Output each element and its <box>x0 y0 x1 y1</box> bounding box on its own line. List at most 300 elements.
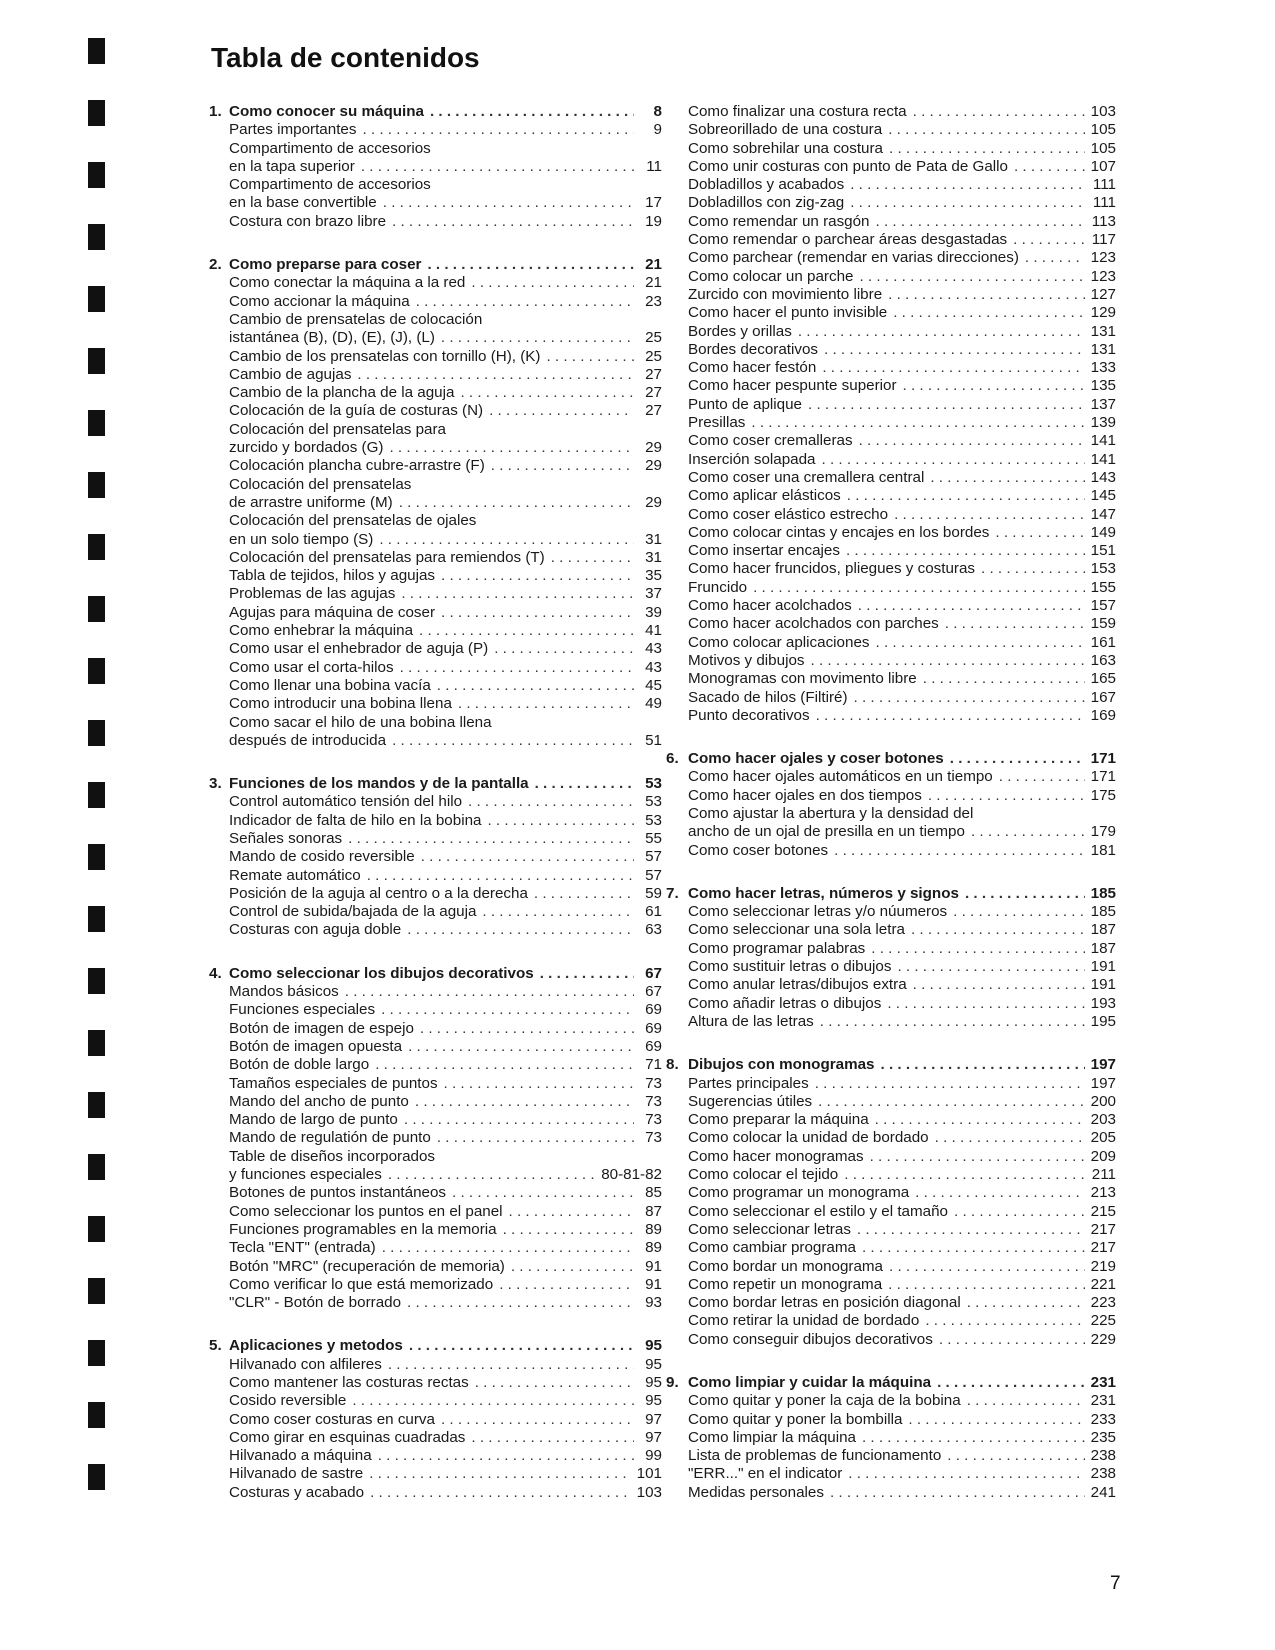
section-gap <box>209 940 662 965</box>
binding-hole-mark <box>88 1464 105 1490</box>
entry-page-number: 21 <box>645 274 662 292</box>
toc-entry <box>209 793 662 811</box>
toc-entry <box>688 787 1116 805</box>
toc-section <box>666 750 1116 860</box>
binding-hole-mark <box>88 162 105 188</box>
toc-entry <box>209 1294 662 1312</box>
toc-entry <box>688 359 1116 377</box>
section-page-number: 53 <box>645 775 662 793</box>
toc-entry <box>688 823 1116 841</box>
toc-entry <box>209 1184 662 1202</box>
section-title: Funciones de los mandos y de la pantalla <box>229 775 529 793</box>
entry-text: Mandos básicos <box>229 983 339 1001</box>
entry-text: en la base convertible <box>229 194 377 212</box>
entry-page-number: 41 <box>645 622 662 640</box>
entry-text: Colocación del prensatelas para remiendos (T) <box>229 548 545 566</box>
section-page-number: 67 <box>645 964 662 982</box>
entry-page-number: 95 <box>645 1392 662 1410</box>
entry-page-number: 17 <box>645 194 662 212</box>
dot-leader <box>361 158 634 176</box>
binding-hole-mark <box>88 720 105 746</box>
dot-leader <box>383 194 634 212</box>
section-gap <box>209 750 662 775</box>
entry-text: Tamaños especiales de puntos <box>229 1074 438 1092</box>
toc-entry <box>688 1312 1116 1330</box>
dot-leader <box>897 958 1084 976</box>
dot-leader <box>859 432 1085 450</box>
dot-leader <box>999 768 1085 786</box>
entry-text: Mando de regulatión de punto <box>229 1129 431 1147</box>
entry-text: y funciones especiales <box>229 1166 382 1184</box>
toc-entry <box>688 194 1116 212</box>
toc-entry <box>209 830 662 848</box>
entry-text: Mando del ancho de punto <box>229 1092 409 1110</box>
entry-text: zurcido y bordados (G) <box>229 439 384 457</box>
dot-leader <box>751 414 1084 432</box>
entry-page-number: 111 <box>1092 194 1116 212</box>
entry-page-number: 185 <box>1090 903 1116 921</box>
entry-text: Como coser costuras en curva <box>229 1410 435 1428</box>
section-title: Como limpiar y cuidar la máquina <box>688 1374 932 1391</box>
entry-page-number: 193 <box>1090 994 1116 1012</box>
dot-leader <box>375 1056 634 1074</box>
entry-text: después de introducida <box>229 731 387 749</box>
entry-page-number: 27 <box>645 402 662 420</box>
entry-text: Como hacer acolchados con parches <box>688 615 939 633</box>
entry-text: Colocación del prensatelas para <box>229 420 446 438</box>
dot-leader <box>441 329 634 347</box>
toc-entry <box>209 531 662 549</box>
toc-entry <box>688 249 1116 267</box>
toc-entry <box>688 1465 1116 1483</box>
toc-entry <box>209 366 662 384</box>
entry-text: Como accionar la máquina <box>229 292 410 310</box>
section-gap <box>209 1312 662 1337</box>
entry-text: Como colocar la unidad de bordado <box>688 1129 929 1147</box>
dot-leader <box>535 775 634 793</box>
entry-page-number: 25 <box>645 347 662 365</box>
entry-text: Remate automático <box>229 866 361 884</box>
toc-entry <box>209 1020 662 1038</box>
entry-page-number: 73 <box>645 1092 662 1110</box>
entry-text: Table de diseños incorporados <box>229 1147 436 1165</box>
entry-text: Costura con brazo libre <box>229 212 387 230</box>
entry-text: Control de subida/bajada de la aguja <box>229 903 477 921</box>
dot-leader <box>967 1294 1085 1312</box>
dot-leader <box>437 1129 634 1147</box>
entry-page-number: 157 <box>1090 597 1116 615</box>
toc-entry <box>209 885 662 903</box>
binding-hole-mark <box>88 410 105 436</box>
entry-text: Como quitar y poner la bombilla <box>688 1410 903 1428</box>
dot-leader <box>930 469 1084 487</box>
toc-entry <box>688 487 1116 505</box>
toc-entry <box>688 323 1116 341</box>
entry-page-number: 71 <box>645 1056 662 1074</box>
entry-text: Como programar un monograma <box>688 1184 910 1202</box>
entry-page-number: 187 <box>1090 921 1116 939</box>
section-heading <box>666 1374 1116 1392</box>
entry-page-number: 103 <box>1090 103 1116 120</box>
toc-entry <box>688 1258 1116 1276</box>
entry-text: Como colocar el tejido <box>688 1166 839 1184</box>
toc-entry <box>209 585 662 603</box>
dot-leader <box>468 793 634 811</box>
entry-text: Inserción solapada <box>688 450 816 468</box>
toc-entry <box>688 1013 1116 1031</box>
dot-leader <box>945 615 1085 633</box>
toc-entry <box>209 1111 662 1129</box>
entry-text: Como hacer acolchados <box>688 597 852 615</box>
dot-leader <box>971 823 1085 841</box>
entry-text: Botón de doble largo <box>229 1056 370 1074</box>
toc-entry <box>688 1276 1116 1294</box>
entry-page-number: 80-81-82 <box>601 1166 662 1184</box>
entry-page-number: 63 <box>645 921 662 939</box>
entry-text: Como limpiar la máquina <box>688 1428 856 1446</box>
entry-page-number: 155 <box>1090 578 1116 596</box>
entry-page-number: 61 <box>645 903 662 921</box>
entry-text: Costuras y acabado <box>229 1483 365 1501</box>
section-page-number: 231 <box>1090 1374 1116 1391</box>
entry-text: Funciones programables en la memoria <box>229 1220 497 1238</box>
entry-page-number: 229 <box>1090 1330 1116 1348</box>
entry-page-number: 171 <box>1090 768 1116 786</box>
toc-entry <box>209 695 662 713</box>
dot-leader <box>854 689 1085 707</box>
toc-entry <box>209 1258 662 1276</box>
dot-leader <box>1014 158 1085 176</box>
dot-leader <box>400 659 634 677</box>
entry-text: Colocación del prensatelas de ojales <box>229 512 477 530</box>
entry-text: Como coser cremalleras <box>688 432 853 450</box>
toc-entry <box>209 213 662 231</box>
entry-page-number: 131 <box>1090 322 1116 340</box>
entry-page-number: 169 <box>1090 706 1116 724</box>
dot-leader <box>460 384 634 402</box>
entry-text: Como remendar o parchear áreas desgastadas <box>688 231 1008 249</box>
entry-page-number: 123 <box>1090 267 1116 285</box>
dot-leader <box>416 293 634 311</box>
section-gap <box>688 1031 1116 1056</box>
toc-entry <box>688 396 1116 414</box>
entry-text: ancho de un ojal de presilla en un tiempo <box>688 823 965 841</box>
toc-section <box>209 103 662 231</box>
entry-text: Botones de puntos instantáneos <box>229 1184 447 1202</box>
entry-page-number: 49 <box>645 695 662 713</box>
entry-text: Hilvanado a máquina <box>229 1447 372 1465</box>
entry-page-number: 53 <box>645 793 662 811</box>
toc-entry <box>209 714 662 732</box>
toc-section <box>666 1374 1116 1502</box>
dot-leader <box>471 1429 634 1447</box>
entry-text: Como seleccionar letras y/o núumeros <box>688 903 948 921</box>
dot-leader <box>848 1465 1084 1483</box>
binding-hole-mark <box>88 1030 105 1056</box>
entry-page-number: 29 <box>645 439 662 457</box>
dot-leader <box>534 885 634 903</box>
toc-entry <box>688 560 1116 578</box>
entry-page-number: 133 <box>1090 359 1116 377</box>
entry-text: Bordes decorativos <box>688 340 819 358</box>
binding-hole-mark <box>88 906 105 932</box>
entry-page-number: 149 <box>1090 523 1116 541</box>
entry-page-number: 225 <box>1090 1312 1116 1330</box>
entry-page-number: 73 <box>645 1074 662 1092</box>
dot-leader <box>935 1129 1085 1147</box>
entry-page-number: 43 <box>645 640 662 658</box>
entry-text: Fruncido <box>688 578 748 596</box>
entry-page-number: 161 <box>1090 633 1116 651</box>
toc-entry <box>209 659 662 677</box>
dot-leader <box>392 732 634 750</box>
entry-text: Motivos y dibujos <box>688 651 805 669</box>
entry-page-number: 105 <box>1090 121 1116 139</box>
dot-leader <box>487 812 634 830</box>
section-title: Aplicaciones y metodos <box>229 1337 403 1355</box>
toc-entry <box>209 1166 662 1184</box>
dot-leader <box>419 622 634 640</box>
dot-leader <box>811 652 1085 670</box>
dot-leader <box>399 494 634 512</box>
section-heading <box>209 103 662 121</box>
dot-leader <box>491 457 634 475</box>
entry-page-number: 23 <box>645 292 662 310</box>
section-title: Como preparse para coser <box>229 256 422 274</box>
dot-leader <box>392 213 634 231</box>
entry-text: Como hacer ojales automáticos en un tiempo <box>688 768 993 786</box>
entry-page-number: 129 <box>1090 304 1116 322</box>
entry-text: Como hacer festón <box>688 359 817 377</box>
toc-section <box>209 256 662 750</box>
toc-entry <box>688 1129 1116 1147</box>
entry-page-number: 95 <box>645 1374 662 1391</box>
entry-page-number: 51 <box>645 731 662 749</box>
entry-text: Como coser una cremallera central <box>688 468 925 486</box>
entry-page-number: 55 <box>645 829 662 847</box>
entry-page-number: 97 <box>645 1428 662 1446</box>
entry-page-number: 143 <box>1090 468 1116 486</box>
entry-text: Hilvanado con alfileres <box>229 1355 382 1373</box>
toc-entry <box>209 457 662 475</box>
dot-leader <box>753 579 1085 597</box>
binding-hole-mark <box>88 1402 105 1428</box>
entry-page-number: 39 <box>645 603 662 621</box>
entry-text: "ERR..." en el indicator <box>688 1465 843 1483</box>
dot-leader <box>903 377 1085 395</box>
entry-page-number: 67 <box>645 983 662 1001</box>
entry-page-number: 231 <box>1090 1392 1116 1410</box>
entry-text: Botón "MRC" (recuperación de memoria) <box>229 1257 505 1275</box>
entry-page-number: 27 <box>645 365 662 383</box>
binding-hole-mark <box>88 1216 105 1242</box>
entry-page-number: 19 <box>645 212 662 230</box>
section-number: 4. <box>209 964 222 982</box>
toc-entry <box>209 921 662 939</box>
entry-text: Colocación del prensatelas <box>229 475 412 493</box>
dot-leader <box>911 921 1085 939</box>
toc-entry <box>688 414 1116 432</box>
toc-entry <box>688 1221 1116 1239</box>
dot-leader <box>859 268 1084 286</box>
toc-entry <box>209 494 662 512</box>
dot-leader <box>913 976 1085 994</box>
dot-leader <box>889 140 1085 158</box>
entry-text: Como hacer ojales en dos tiempos <box>688 786 922 804</box>
dot-leader <box>981 560 1085 578</box>
binding-hole-mark <box>88 534 105 560</box>
entry-text: Monogramas con movimento libre <box>688 670 917 688</box>
entry-page-number: 9 <box>653 121 662 139</box>
entry-text: Como llenar una bobina vacía <box>229 676 431 694</box>
dot-leader <box>1013 231 1086 249</box>
entry-page-number: 159 <box>1090 615 1116 633</box>
toc-entry <box>688 958 1116 976</box>
toc-entry <box>688 652 1116 670</box>
toc-entry <box>688 940 1116 958</box>
toc-entry <box>209 1276 662 1294</box>
toc-entry <box>688 995 1116 1013</box>
entry-text: Tecla "ENT" (entrada) <box>229 1239 376 1257</box>
dot-leader <box>889 1258 1085 1276</box>
dot-leader <box>876 213 1086 231</box>
toc-entry <box>688 432 1116 450</box>
entry-page-number: 203 <box>1090 1111 1116 1129</box>
dot-leader <box>862 1239 1085 1257</box>
toc-entry <box>209 384 662 402</box>
toc-entry <box>688 213 1116 231</box>
dot-leader <box>894 506 1085 524</box>
toc-entry <box>209 1001 662 1019</box>
entry-page-number: 87 <box>645 1202 662 1220</box>
entry-text: Como remendar un rasgón <box>688 212 870 230</box>
toc-entry <box>688 768 1116 786</box>
toc-entry <box>209 1148 662 1166</box>
entry-page-number: 97 <box>645 1410 662 1428</box>
entry-text: Como cambiar programa <box>688 1239 856 1257</box>
entry-page-number: 223 <box>1090 1294 1116 1312</box>
dot-leader <box>546 348 634 366</box>
toc-entry <box>688 231 1116 249</box>
entry-text: Partes importantes <box>229 121 357 139</box>
toc-entry <box>688 1093 1116 1111</box>
toc-entry <box>209 1239 662 1257</box>
section-gap <box>688 1349 1116 1374</box>
entry-page-number: 73 <box>645 1129 662 1147</box>
entry-text: Botón de imagen de espejo <box>229 1019 414 1037</box>
dot-leader <box>494 640 634 658</box>
toc-entry <box>688 542 1116 560</box>
dot-leader <box>421 848 634 866</box>
toc-entry <box>688 341 1116 359</box>
entry-page-number: 89 <box>645 1220 662 1238</box>
entry-text: Zurcido con movimiento libre <box>688 285 883 303</box>
entry-text: Como parchear (remendar en varias direcciones) <box>688 249 1019 267</box>
entry-page-number: 147 <box>1090 505 1116 523</box>
dot-leader <box>369 1465 630 1483</box>
entry-page-number: 93 <box>645 1294 662 1312</box>
section-title: Como conocer su máquina <box>229 103 424 120</box>
entry-page-number: 151 <box>1090 542 1116 560</box>
section-page-number: 21 <box>645 256 662 274</box>
entry-page-number: 99 <box>645 1447 662 1465</box>
entry-page-number: 235 <box>1090 1428 1116 1446</box>
entry-page-number: 163 <box>1090 651 1116 669</box>
dot-leader <box>850 176 1087 194</box>
entry-page-number: 11 <box>646 157 662 175</box>
dot-leader <box>511 1258 634 1276</box>
toc-entry <box>209 121 662 139</box>
entry-text: Como colocar cintas y encajes en los bordes <box>688 523 990 541</box>
binding-hole-mark <box>88 1092 105 1118</box>
toc-entry <box>688 805 1116 823</box>
dot-leader <box>551 549 634 567</box>
toc-entry <box>209 1038 662 1056</box>
entry-text: Cambio de los prensatelas con tornillo (H), (K) <box>229 347 541 365</box>
entry-text: Como coser elástico estrecho <box>688 505 889 523</box>
entry-page-number: 209 <box>1090 1147 1116 1165</box>
entry-text: Como girar en esquinas cuadradas <box>229 1428 466 1446</box>
section-title: Dibujos con monogramas <box>688 1056 875 1074</box>
dot-leader <box>437 677 634 695</box>
page-number: 7 <box>1110 1573 1121 1594</box>
toc-entry <box>209 1447 662 1465</box>
entry-text: Compartimento de accesorios <box>229 139 431 157</box>
toc-entry <box>209 1129 662 1147</box>
dot-leader <box>540 965 634 983</box>
toc-entry <box>209 402 662 420</box>
dot-leader <box>862 1429 1085 1447</box>
dot-leader <box>967 1392 1085 1410</box>
toc-entry <box>688 286 1116 304</box>
dot-leader <box>420 1020 634 1038</box>
entry-page-number: 69 <box>645 1037 662 1055</box>
section-gap <box>209 231 662 256</box>
toc-entry <box>688 1239 1116 1257</box>
entry-page-number: 57 <box>645 866 662 884</box>
section-heading <box>209 775 662 793</box>
dot-leader <box>822 359 1084 377</box>
entry-text: Colocación plancha cubre-arrastre (F) <box>229 457 485 475</box>
dot-leader <box>381 1001 634 1019</box>
entry-page-number: 217 <box>1090 1220 1116 1238</box>
toc-section <box>666 1056 1116 1349</box>
entry-text: Como repetir un monograma <box>688 1275 883 1293</box>
entry-page-number: 191 <box>1090 976 1116 994</box>
entry-text: Como usar el corta-hilos <box>229 658 394 676</box>
entry-page-number: 241 <box>1090 1483 1116 1501</box>
dot-leader <box>888 286 1085 304</box>
entry-page-number: 175 <box>1090 786 1116 804</box>
entry-text: Lista de problemas de funcionamento <box>688 1447 942 1465</box>
entry-text: Costuras con aguja doble <box>229 921 402 939</box>
entry-page-number: 57 <box>645 848 662 866</box>
section-number: 3. <box>209 775 222 793</box>
dot-leader <box>357 366 634 384</box>
entry-text: Colocación de la guía de costuras (N) <box>229 402 484 420</box>
entry-text: Como seleccionar letras <box>688 1220 851 1238</box>
binding-hole-mark <box>88 1278 105 1304</box>
toc-entry <box>209 1056 662 1074</box>
dot-leader <box>808 396 1085 414</box>
dot-leader <box>915 1184 1084 1202</box>
dot-leader <box>352 1392 634 1410</box>
toc-entry <box>209 140 662 158</box>
entry-text: Sacado de hilos (Filtiré) <box>688 688 848 706</box>
dot-leader <box>404 1111 634 1129</box>
dot-leader <box>939 1331 1085 1349</box>
entry-text: Punto de aplique <box>688 395 803 413</box>
